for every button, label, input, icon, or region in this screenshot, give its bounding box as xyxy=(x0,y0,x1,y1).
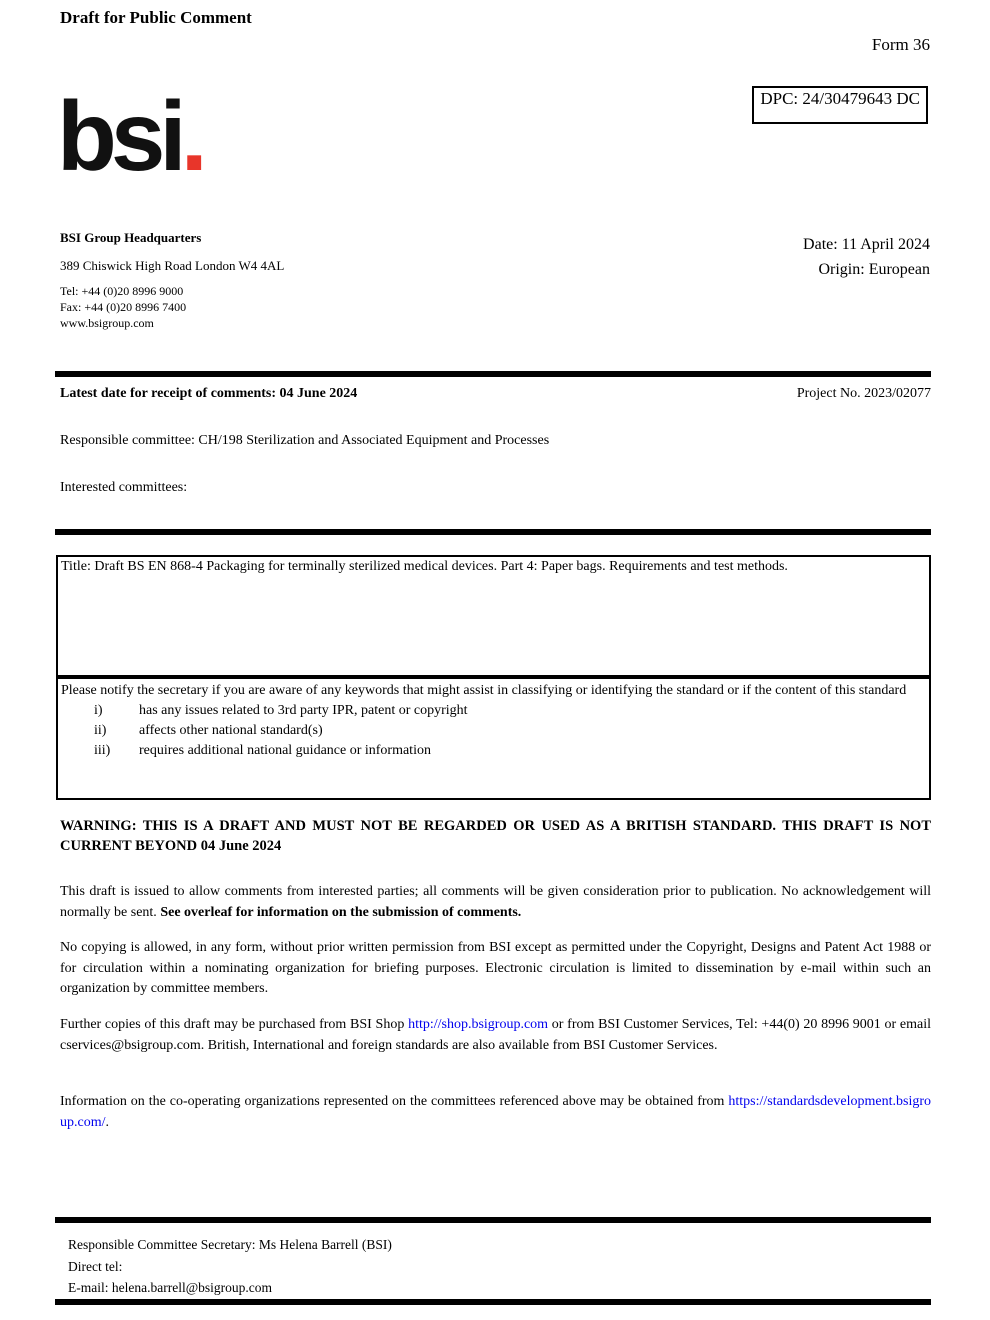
bsi-shop-link[interactable]: http://shop.bsigroup.com xyxy=(408,1017,549,1032)
standard-title: Title: Draft BS EN 868-4 Packaging for terminally sterilized medical devices. Part 4: Paper bags. Requirements and test methods. xyxy=(61,559,788,574)
hq-name: BSI Group Headquarters xyxy=(60,230,202,245)
divider-bar-footer-top xyxy=(55,1217,931,1223)
origin-line: Origin: European xyxy=(818,261,930,278)
responsible-committee-line: Responsible committee: CH/198 Sterilization and Associated Equipment and Processes xyxy=(60,433,550,448)
keywords-notice-box xyxy=(56,677,931,800)
cooperating-orgs-pre-text: Information on the co-operating organizations represented on the committees referenced above may be obtained from xyxy=(60,1094,729,1109)
secretary-name-line: Responsible Committee Secretary: Ms Helena Barrell (BSI) xyxy=(68,1237,392,1252)
see-overleaf-bold-text: See overleaf for information on the submission of comments. xyxy=(160,904,522,920)
divider-bar-top xyxy=(55,371,931,377)
keywords-intro: Please notify the secretary if you are aware of any keywords that might assist in classifying or identifying the standard or if the content of this standard xyxy=(61,683,907,698)
secretary-block xyxy=(68,1234,392,1299)
form-number: Form 36 xyxy=(871,35,930,54)
bsi-logo-text: bsi xyxy=(57,81,181,191)
cooperating-orgs-paragraph xyxy=(60,1092,931,1133)
no-copying-paragraph: No copying is allowed, in any form, without prior written permission from BSI except as permitted under the Copyright, Designs and Patent Act 1988 or for circulation within a nominating organization for briefing purposes. Electronic circulation is limited to dissemination by e-mail within such an organization by committee members. xyxy=(60,940,931,996)
standards-development-link[interactable]: https://standardsdevelopment.bsigroup.com/ xyxy=(60,1094,931,1130)
project-number: Project No. 2023/02077 xyxy=(796,386,931,401)
keywords-item-1-text: has any issues related to 3rd party IPR, patent or copyright xyxy=(139,703,468,718)
keywords-item-3-marker: iii) xyxy=(94,743,111,758)
address-block xyxy=(60,230,284,331)
hq-website: www.bsigroup.com xyxy=(60,316,154,330)
divider-bar-above-title xyxy=(55,529,931,535)
interested-committees-line: Interested committees: xyxy=(60,480,188,495)
draft-issued-text: This draft is issued to allow comments from interested parties; all comments will be given consideration prior to publication. No acknowledgement will normally be sent. xyxy=(60,884,931,920)
cooperating-orgs-period: . xyxy=(105,1114,109,1130)
further-copies-post-text: or from BSI Customer Services, Tel: +44(0) 20 8996 9001 or email cservices@bsigroup.com. British, International and foreign standards are also available from BSI Customer Services. xyxy=(60,1017,932,1053)
bsi-logo-red-dot: . xyxy=(180,81,202,191)
keywords-item-2-marker: ii) xyxy=(94,723,107,738)
divider-bar-bottom xyxy=(55,1299,931,1305)
dpc-number: DPC: 24/30479643 DC xyxy=(760,89,920,108)
title-box xyxy=(56,555,931,677)
hq-tel: Tel: +44 (0)20 8996 9000 xyxy=(60,284,184,298)
keywords-item-3-text: requires additional national guidance or information xyxy=(139,743,431,758)
date-origin-block xyxy=(803,232,930,282)
hq-street: 389 Chiswick High Road London W4 4AL xyxy=(60,258,285,273)
keywords-item-3 xyxy=(61,741,926,761)
draft-for-public-comment-label: Draft for Public Comment xyxy=(60,8,252,27)
keywords-item-2-text: affects other national standard(s) xyxy=(139,723,323,738)
further-copies-pre-text: Further copies of this draft may be purchased from BSI Shop xyxy=(60,1017,409,1032)
warning-paragraph: WARNING: THIS IS A DRAFT AND MUST NOT BE REGARDED OR USED AS A BRITISH STANDARD. THIS DRAFT IS NOT CURRENT BEYOND 04 June 2024 xyxy=(60,818,931,854)
date-line: Date: 11 April 2024 xyxy=(803,236,930,253)
keywords-item-1-marker: i) xyxy=(94,703,103,718)
keywords-item-1 xyxy=(61,701,926,721)
secretary-direct-tel-line: Direct tel: xyxy=(68,1258,123,1274)
bsi-logo xyxy=(57,81,202,191)
latest-date-for-comments: Latest date for receipt of comments: 04 June 2024 xyxy=(60,386,358,401)
draft-issued-paragraph xyxy=(60,882,931,923)
secretary-email-line: E-mail: helena.barrell@bsigroup.com xyxy=(68,1280,272,1295)
dpc-number-box xyxy=(752,86,928,124)
keywords-item-2 xyxy=(61,721,926,741)
hq-fax: Fax: +44 (0)20 8996 7400 xyxy=(60,300,187,314)
further-copies-paragraph xyxy=(60,1015,931,1056)
latest-date-row xyxy=(60,386,931,402)
